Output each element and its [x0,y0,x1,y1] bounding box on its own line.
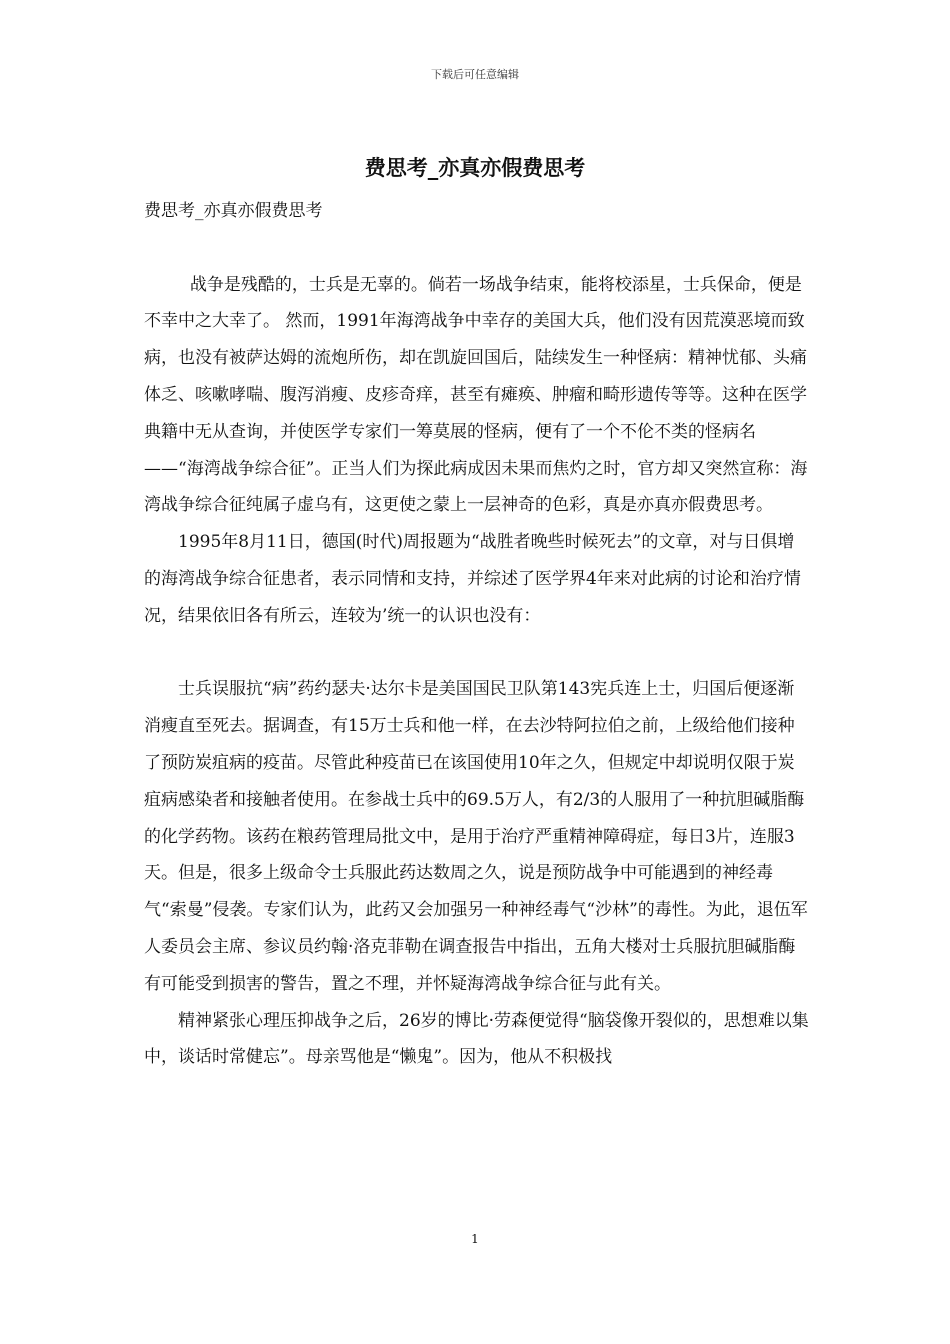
body-paragraph: 精神紧张心理压抑战争之后，26岁的博比·劳森便觉得“脑袋像开裂似的，思想难以集中，谈话时常健忘”。母亲骂他是“懒鬼”。因为，他从不积极找 [144,1010,809,1068]
body-paragraph: 1995年8月11日，德国(时代)周报题为“战胜者晚些时候死去”的文章，对与日俱增的海湾战争综合征患者，表示同情和支持，并综述了医学界4年来对此病的讨论和治疗情况，结果依旧各有所云，连较为’统一的认识也没有： [144,532,801,626]
paragraph-spacer [144,635,810,672]
document-body [144,193,810,1076]
header-note: 下载后可任意编辑 [431,68,519,81]
page-number: 1 [471,1232,479,1246]
document-title: 费思考_亦真亦假费思考 [364,155,586,180]
document-subtitle: 费思考_亦真亦假费思考 [144,201,323,221]
paragraph-spacer [144,230,810,267]
body-paragraph: 士兵误服抗“病”药约瑟夫·达尔卡是美国国民卫队第143宪兵连上士，归国后便逐渐消瘦直至死去。据调查，有15万士兵和他一样，在去沙特阿拉伯之前，上级给他们接种了预防炭疽病的疫苗。尽管此种疫苗已在该国使用10年之久，但规定中却说明仅限于炭疽病感染者和接触者使用。在参战士兵中的69.5万人，有2/3的人服用了一种抗胆碱脂酶的化学药物。该药在粮药管理局批文中，是用于治疗严重精神障碍症，每日3片，连服3天。但是，很多上级命令士兵服此药达数周之久，说是预防战争中可能遇到的神经毒气“索曼”侵袭。专家们认为，此药又会加强另一种神经毒气“沙林”的毒性。为此，退伍军人委员会主席、参议员约翰·洛克菲勒在调查报告中指出，五角大楼对士兵服抗胆碱脂酶有可能受到损害的警告，置之不理，并怀疑海湾战争综合征与此有关。 [144,679,808,994]
body-paragraph: 战争是残酷的，士兵是无辜的。倘若一场战争结束，能将校添星，士兵保命，便是不幸中之大幸了。 然而，1991年海湾战争中幸存的美国大兵，他们没有因荒漠恶境而致病，也没有被萨达姆的流炮所伤，却在凯旋回国后，陆续发生一种怪病：精神忧郁、头痛体乏、咳嗽哮喘、腹泻消瘦、皮疹奇痒，甚至有瘫痪、肿瘤和畸形遗传等等。这种在医学典籍中无从查询，并使医学专家们一筹莫展的怪病，便有了一个不伦不类的怪病名——“海湾战争综合征”。正当人们为探此病成因未果而焦灼之时，官方却又突然宣称：海湾战争综合征纯属子虚乌有，这更使之蒙上一层神奇的色彩，真是亦真亦假费思考。 [144,274,808,516]
